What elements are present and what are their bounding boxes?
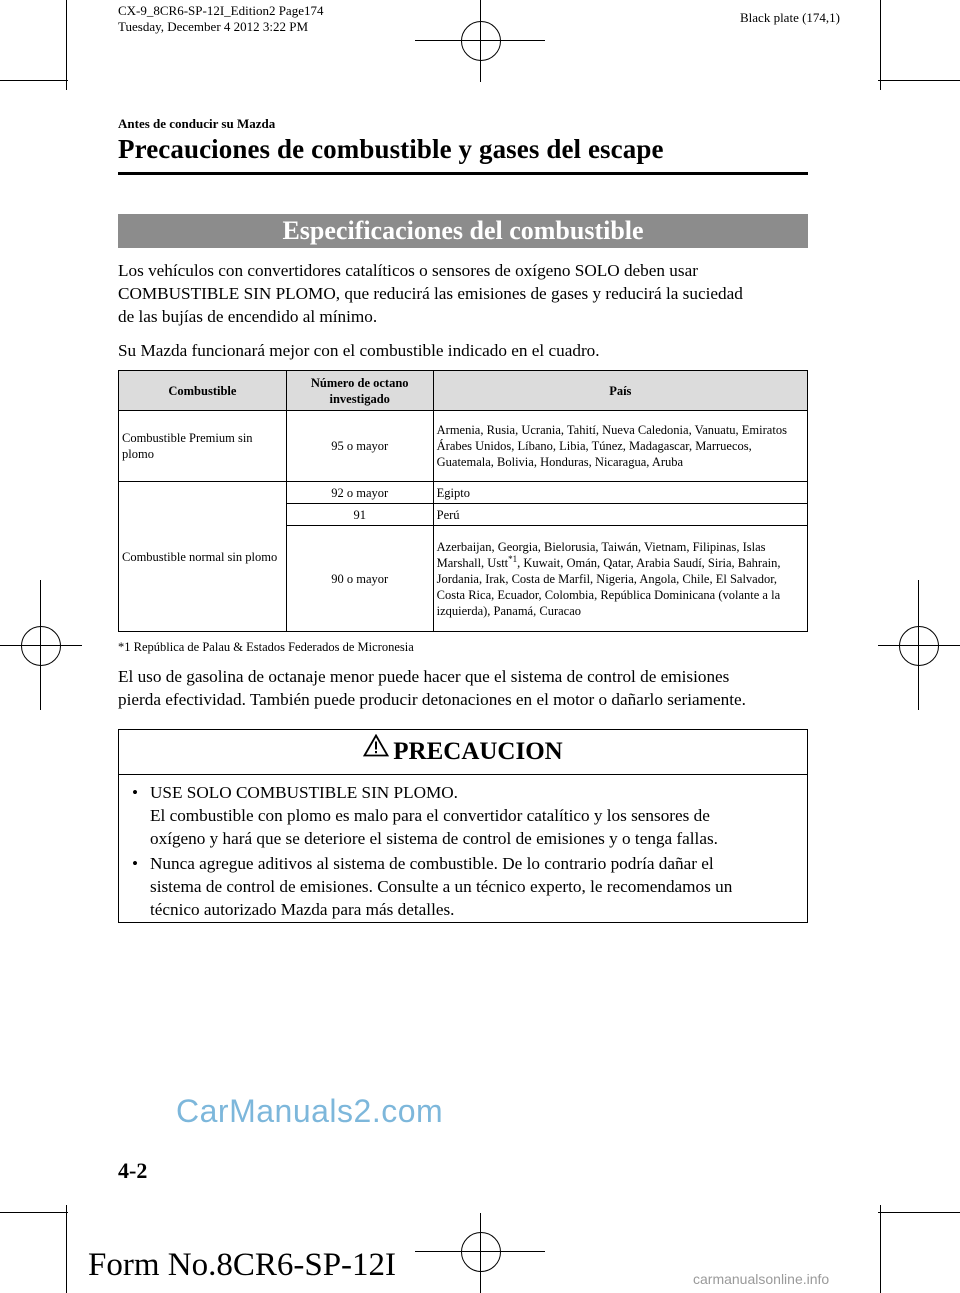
caution-item xyxy=(132,852,792,921)
text-line: Nunca agregue aditivos al sistema de combustible. De lo contrario podría dañar el xyxy=(150,854,714,873)
countries-cell xyxy=(433,526,807,632)
chapter-title: Precauciones de combustible y gases del escape xyxy=(118,134,664,164)
fuel-table xyxy=(118,370,808,632)
table-header-row xyxy=(119,371,808,411)
countries-cell: Perú xyxy=(433,504,807,526)
section-title: Antes de conducir su Mazda xyxy=(118,116,276,131)
warning-triangle-icon xyxy=(363,728,389,772)
page-number: 4-2 xyxy=(118,1158,148,1183)
header-octane: Número de octano investigado xyxy=(286,371,433,411)
countries-cell: Egipto xyxy=(433,482,807,504)
octane-warning-paragraph xyxy=(118,665,818,711)
crop-mark xyxy=(66,0,67,90)
header-fuel: Combustible xyxy=(119,371,287,411)
section-banner: Especificaciones del combustible xyxy=(118,214,808,248)
crop-mark xyxy=(880,0,881,90)
header-country: País xyxy=(433,371,807,411)
form-number: Form No.8CR6-SP-12I xyxy=(88,1247,397,1283)
caution-header xyxy=(119,730,807,775)
caution-title: PRECAUCION xyxy=(393,738,563,765)
text-line: técnico autorizado Mazda para más detalles. xyxy=(150,900,455,919)
table-row xyxy=(119,411,808,482)
watermark-logo: CarManuals2.com xyxy=(176,1093,444,1129)
text-line: USE SOLO COMBUSTIBLE SIN PLOMO. xyxy=(150,783,458,802)
table-footnote: *1 República de Palau & Estados Federados de Micronesia xyxy=(118,640,414,654)
plate-file-line: CX-9_8CR6-SP-12I_Edition2 Page174 xyxy=(118,3,324,18)
site-watermark: carmanualsonline.info xyxy=(693,1271,830,1287)
countries-text: , Kuwait, Omán, Qatar, Arabia Saudí, Siria, Bahrain, Jordania, Irak, Costa de Marfil, Nigeria, Angola, Chile, El Salvador, Costa Rica, Ecuador, Colombia, República Dominicana (volante a la izquierda), Panamá, Curacao xyxy=(436,555,781,618)
registration-mark-right xyxy=(878,580,960,710)
octane-cell: 95 o mayor xyxy=(286,411,433,482)
registration-mark-top xyxy=(415,0,545,82)
crop-mark xyxy=(880,1205,881,1293)
intro-paragraph-2: Su Mazda funcionará mejor con el combustible indicado en el cuadro. xyxy=(118,341,600,360)
octane-cell: 92 o mayor xyxy=(286,482,433,504)
bullet-icon: • xyxy=(132,783,139,802)
crop-mark xyxy=(878,1212,960,1213)
countries-text: Azerbaijan, Georgia, Bielorusia, Taiwán, Vietnam, Filipinas, Islas Marshall, Ustt xyxy=(436,539,766,570)
caution-box xyxy=(118,729,808,923)
plate-date-line: Tuesday, December 4 2012 3:22 PM xyxy=(118,19,309,34)
registration-mark-left xyxy=(0,580,82,710)
black-plate-label: Black plate (174,1) xyxy=(740,10,840,25)
text-line: oxígeno y hará que se deteriore el sistema de control de emisiones y o tenga fallas. xyxy=(150,829,718,848)
text-line: de las bujías de encendido al mínimo. xyxy=(118,307,378,326)
text-line: pierda efectividad. También puede producir detonaciones en el motor o dañarlo seriamente. xyxy=(118,690,746,709)
octane-cell: 91 xyxy=(286,504,433,526)
fuel-cell: Combustible normal sin plomo xyxy=(119,482,287,632)
text-line: sistema de control de emisiones. Consulte a un técnico experto, le recomendamos un xyxy=(150,877,733,896)
crop-mark xyxy=(0,80,68,81)
text-line: COMBUSTIBLE SIN PLOMO, que reducirá las emisiones de gases y reducirá la suciedad xyxy=(118,284,743,303)
text-line: El combustible con plomo es malo para el convertidor catalítico y los sensores de xyxy=(150,806,710,825)
crop-mark xyxy=(0,1212,68,1213)
countries-cell: Armenia, Rusia, Ucrania, Tahití, Nueva Caledonia, Vanuatu, Emiratos Árabes Unidos, Líbano, Libia, Túnez, Madagascar, Marruecos, Guatemala, Bolivia, Honduras, Nicaragua, Aruba xyxy=(433,411,807,482)
text-line: Los vehículos con convertidores catalíticos o sensores de oxígeno SOLO deben usar xyxy=(118,261,698,280)
plate-info xyxy=(118,3,323,35)
octane-cell: 90 o mayor xyxy=(286,526,433,632)
caution-item xyxy=(132,781,792,850)
chapter-rule xyxy=(118,172,808,175)
fuel-cell: Combustible Premium sin plomo xyxy=(119,411,287,482)
table-row xyxy=(119,482,808,504)
crop-mark xyxy=(878,80,960,81)
intro-paragraph xyxy=(118,259,818,328)
text-line: El uso de gasolina de octanaje menor puede hacer que el sistema de control de emisiones xyxy=(118,667,730,686)
crop-mark xyxy=(66,1205,67,1293)
registration-mark-bottom xyxy=(415,1213,545,1293)
bullet-icon: • xyxy=(132,854,139,873)
footnote-ref: *1 xyxy=(508,553,518,564)
